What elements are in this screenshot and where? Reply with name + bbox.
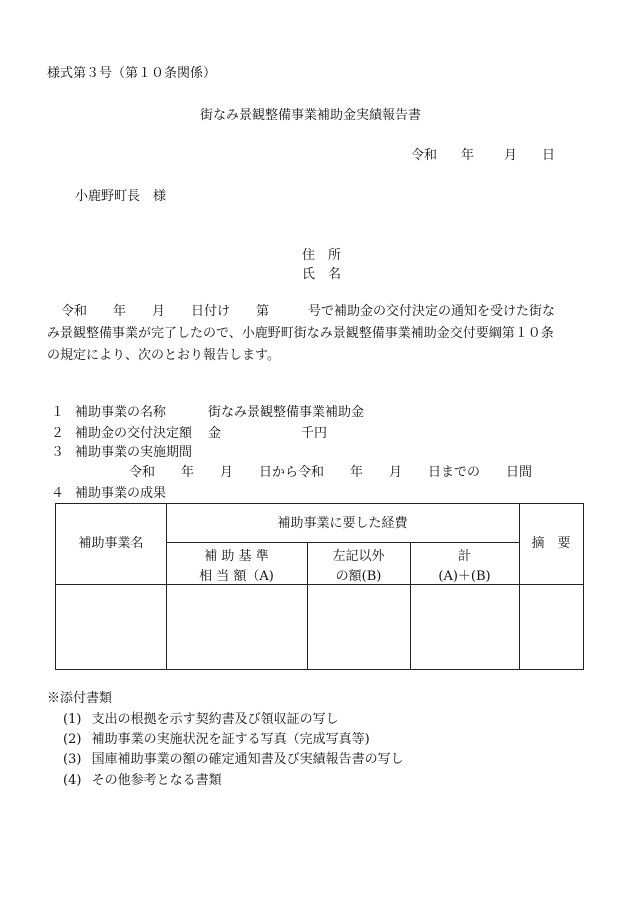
attachment-number: (3) — [63, 752, 82, 767]
table-header-col-c-line2: (A)＋(B) — [438, 569, 491, 584]
body-line-3: の規定により、次のとおり報告します。 — [47, 348, 280, 363]
attachment-text: 補助事業の実施状況を証する写真（完成写真等) — [91, 732, 370, 747]
table-cell-project-name[interactable] — [56, 585, 166, 669]
table-header-col-c-line1: 計 — [457, 549, 471, 564]
table-header-col-b-line1: 左記以外 — [332, 549, 385, 564]
table-header-project-name: 補助事業名 — [78, 536, 144, 551]
date-day: 日 — [542, 148, 556, 163]
body-line-1: 令和 年 月 日付け 第 号で補助金の交付決定の通知を受けた街な — [61, 304, 556, 319]
table-hline-group — [166, 542, 519, 543]
body-line-2: み景観整備事業が完了したので、小鹿野町街なみ景観整備事業補助金交付要綱第１０条 — [47, 326, 554, 341]
address-label: 住 所 — [302, 248, 342, 263]
date-era: 令和 — [411, 148, 438, 163]
table-header-col-a-line2: 相 当 額（A) — [199, 569, 274, 584]
table-header-remarks: 摘 要 — [531, 536, 571, 551]
table-header-col-a-line1: 補 助 基 準 — [204, 549, 269, 564]
item-3-label: 補助事業の実施期間 — [75, 445, 193, 460]
attachments-heading: ※添付書類 — [47, 691, 113, 706]
attachment-item — [63, 774, 222, 787]
table-header-col-b — [307, 547, 410, 587]
attachment-item — [63, 753, 404, 766]
item-1-number: １ — [51, 405, 65, 420]
item-3-period: 令和 年 月 日から令和 年 月 日までの 日間 — [129, 465, 533, 480]
item-2-number: ２ — [51, 426, 65, 441]
table-cell-col-b[interactable] — [308, 585, 410, 669]
item-3-number: ３ — [51, 445, 65, 460]
cost-table — [55, 503, 584, 670]
item-2-prefix: 金 — [208, 426, 222, 441]
item-2-label: 補助金の交付決定額 — [75, 426, 193, 441]
item-1-label: 補助事業の名称 — [75, 405, 167, 420]
item-1-value: 街なみ景観整備事業補助金 — [208, 405, 365, 420]
attachment-text: その他参考となる書類 — [91, 773, 222, 788]
date-month: 月 — [504, 148, 518, 163]
table-header-col-a — [166, 547, 307, 587]
item-2-unit: 千円 — [301, 426, 328, 441]
table-header-cost-group: 補助事業に要した経費 — [277, 516, 408, 531]
name-label: 氏 名 — [302, 267, 342, 282]
attachment-item — [63, 713, 339, 726]
item-4-number: ４ — [51, 486, 65, 501]
attachment-number: (2) — [63, 732, 82, 747]
attachment-text: 国庫補助事業の額の確定通知書及び実績報告書の写し — [91, 752, 404, 767]
document-title: 街なみ景観整備事業補助金実績報告書 — [200, 108, 422, 123]
item-4 — [51, 487, 591, 503]
attachment-number: (1) — [63, 712, 82, 727]
table-cell-col-c[interactable] — [411, 585, 519, 669]
table-cell-remarks[interactable] — [520, 585, 583, 669]
date-line — [411, 148, 556, 163]
item-1 — [51, 406, 591, 422]
item-4-label: 補助事業の成果 — [75, 486, 167, 501]
body-paragraph — [47, 301, 587, 367]
attachment-item — [63, 733, 370, 746]
table-cell-col-a[interactable] — [167, 585, 307, 669]
addressee: 小鹿野町長 様 — [75, 189, 167, 204]
date-year: 年 — [461, 148, 475, 163]
item-2 — [51, 427, 591, 443]
attachment-number: (4) — [63, 773, 82, 788]
form-number: 様式第３号（第１０条関係） — [47, 66, 217, 81]
table-header-col-b-line2: の額(B) — [335, 569, 382, 584]
item-3 — [51, 446, 591, 462]
attachment-text: 支出の根拠を示す契約書及び領収証の写し — [91, 712, 339, 727]
table-header-col-c — [410, 547, 519, 587]
